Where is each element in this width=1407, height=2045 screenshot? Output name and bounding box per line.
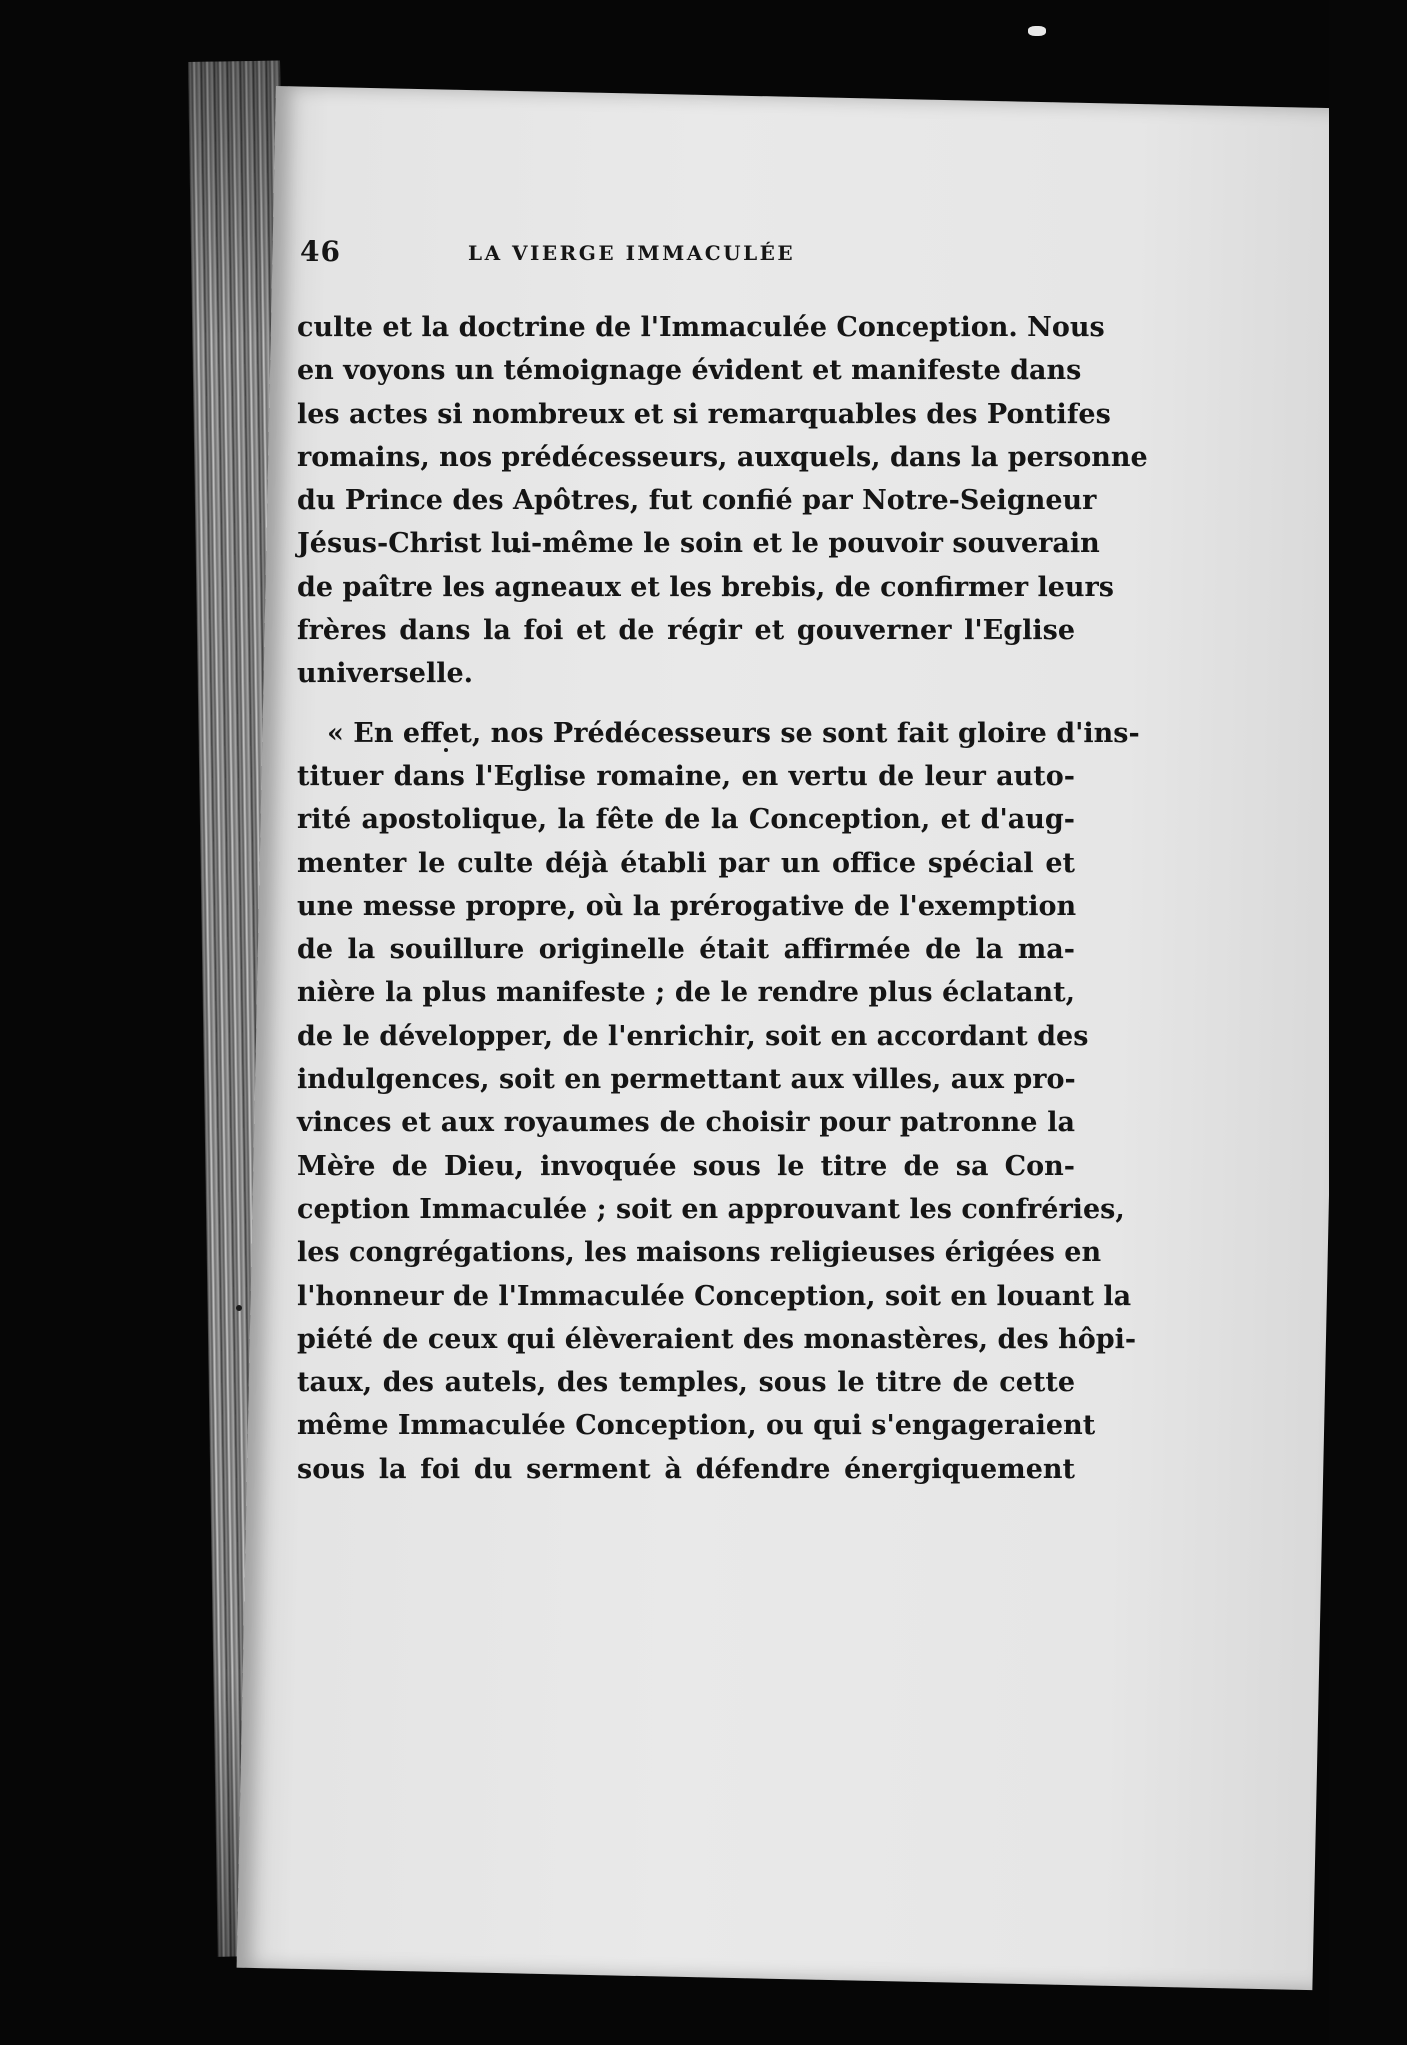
text-line: nière la plus manifeste ; de le rendre plus éclatant, bbox=[297, 977, 1075, 1009]
paragraph-gap bbox=[297, 696, 1075, 712]
text-line: Mère de Dieu, invoquée sous le titre de sa Con- bbox=[297, 1150, 1075, 1182]
text-line: en voyons un témoignage évident et manifeste dans bbox=[297, 355, 1082, 387]
text-line: sous la foi du serment à défendre énergiquement bbox=[297, 1453, 1075, 1485]
text-line: vinces et aux royaumes de choisir pour patronne la bbox=[297, 1107, 1075, 1139]
text-line: Jésus-Christ lui-même le soin et le pouvoir souverain bbox=[297, 528, 1100, 560]
text-line: universelle. bbox=[297, 658, 474, 690]
text-line: frères dans la foi et de régir et gouverner l'Eglise bbox=[297, 615, 1075, 647]
page-header bbox=[300, 235, 1060, 275]
text-line: de le développer, de l'enrichir, soit en accordant des bbox=[297, 1020, 1089, 1052]
text-line: rité apostolique, la fête de la Conception, et d'aug- bbox=[297, 804, 1075, 836]
text-line: piété de ceux qui élèveraient des monastères, des hôpi- bbox=[297, 1323, 1137, 1355]
text-line: indulgences, soit en permettant aux villes, aux pro- bbox=[297, 1064, 1076, 1096]
text-line: menter le culte déjà établi par un office spécial et bbox=[297, 847, 1075, 879]
text-line: romains, nos prédécesseurs, auxquels, dans la personne bbox=[297, 441, 1148, 473]
text-line: du Prince des Apôtres, fut confié par Notre-Seigneur bbox=[297, 485, 1097, 517]
scan-border bbox=[1329, 0, 1407, 2045]
page-number: 46 bbox=[300, 235, 341, 268]
text-line: culte et la doctrine de l'Immaculée Conception. Nous bbox=[297, 312, 1105, 343]
text-line: une messe propre, où la prérogative de l'exemption bbox=[297, 890, 1077, 922]
scan-artifact bbox=[1028, 26, 1046, 36]
text-line: de la souillure originelle était affirmée de la ma- bbox=[297, 934, 1075, 966]
body-text bbox=[297, 306, 1148, 1491]
text-line: de paître les agneaux et les brebis, de confirmer leurs bbox=[297, 571, 1114, 603]
text-line: tituer dans l'Eglise romaine, en vertu de leur auto- bbox=[297, 760, 1075, 792]
dust-speck bbox=[236, 1305, 242, 1311]
text-line: l'honneur de l'Immaculée Conception, soit en louant la bbox=[297, 1280, 1132, 1312]
text-line: « En effet, nos Prédécesseurs se sont fait gloire d'ins- bbox=[327, 717, 1140, 749]
text-line: taux, des autels, des temples, sous le titre de cette bbox=[297, 1367, 1075, 1399]
text-line: les actes si nombreux et si remarquables des Pontifes bbox=[297, 398, 1111, 430]
text-line: ception Immaculée ; soit en approuvant les confréries, bbox=[297, 1193, 1125, 1225]
running-title: LA VIERGE IMMACULÉE bbox=[468, 241, 796, 265]
text-line: même Immaculée Conception, ou qui s'engageraient bbox=[297, 1410, 1096, 1442]
text-line: les congrégations, les maisons religieuses érigées en bbox=[297, 1237, 1102, 1269]
